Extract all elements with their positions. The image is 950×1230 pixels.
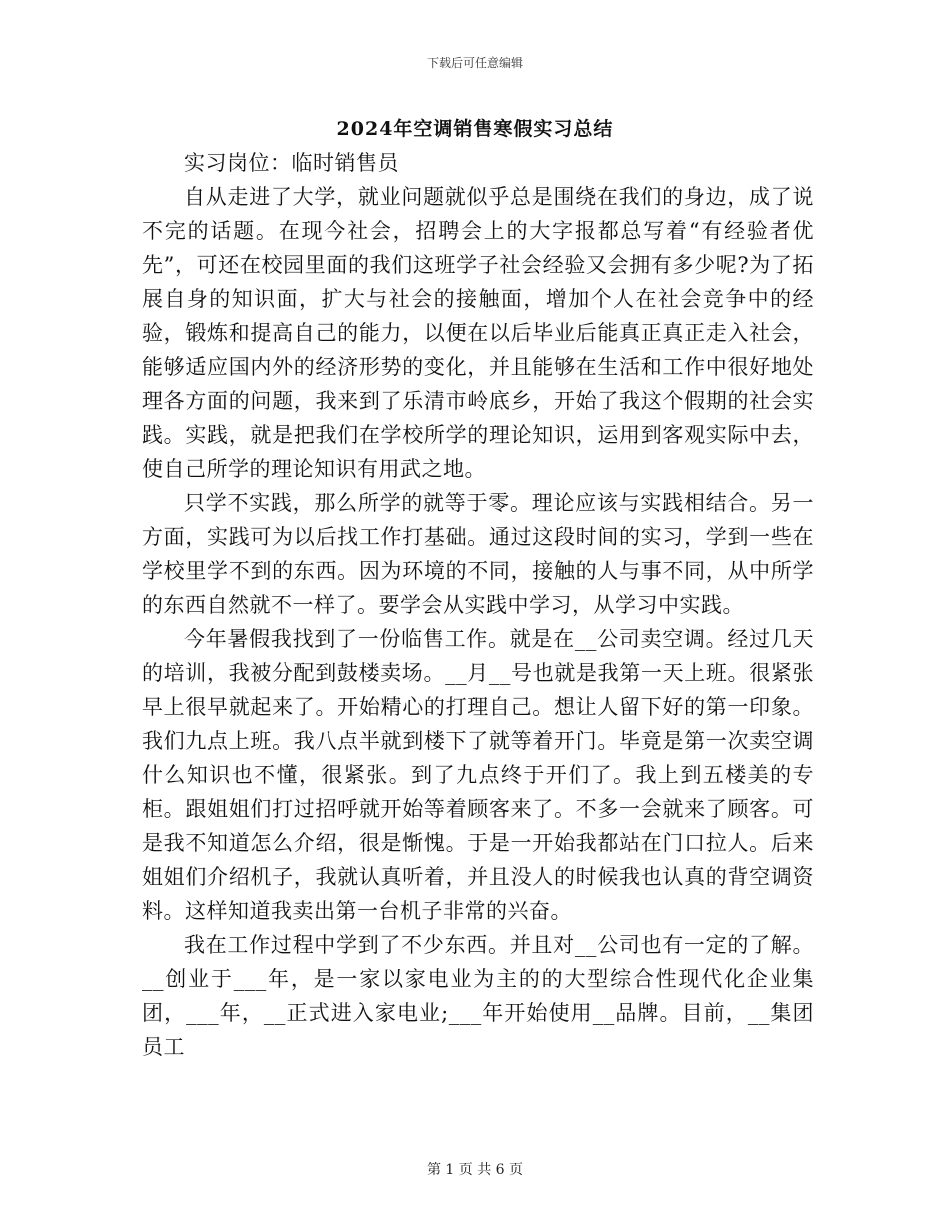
position-line: 实习岗位：临时销售员 xyxy=(184,151,399,175)
paragraph: 我在工作过程中学到了不少东西。并且对__公司也有一定的了解。__创业于___年，是一家以家电业为主的的大型综合性现代化企业集团，___年，__正式进入家电业;___年开始使用__品牌。目前，__集团员工 xyxy=(142,933,814,1059)
page-header-note: 下载后可任意编辑 xyxy=(426,56,523,70)
paragraph: 今年暑假我找到了一份临售工作。就是在__公司卖空调。经过几天的培训，我被分配到鼓楼卖场。__月__号也就是我第一天上班。很紧张早上很早就起来了。开始精心的打理自己。想让人留下好的第一印象。我们九点上班。我八点半就到楼下了就等着开门。毕竟是第一次卖空调什么知识也不懂，很紧张。到了九点终于开们了。我上到五楼美的专柜。跟姐姐们打过招呼就开始等着顾客来了。不多一会就来了顾客。可是我不知道怎么介绍，很是惭愧。于是一开始我都站在门口拉人。后来姐姐们介绍机子，我就认真听着，并且没人的时候我也认真的背空调资料。这样知道我卖出第一台机子非常的兴奋。 xyxy=(142,627,814,923)
document-title: 2024年空调销售寒假实习总结 xyxy=(336,118,614,140)
document-body xyxy=(142,146,814,1064)
page-number: 第 1 页 共 6 页 xyxy=(426,1162,524,1178)
paragraph: 自从走进了大学，就业问题就似乎总是围绕在我们的身边，成了说不完的话题。在现今社会，招聘会上的大字报都总写着“有经验者优先”，可还在校园里面的我们这班学子社会经验又会拥有多少呢?为了拓展自身的知识面，扩大与社会的接触面，增加个人在社会竞争中的经验，锻炼和提高自己的能力，以便在以后毕业后能真正真正走入社会，能够适应国内外的经济形势的变化，并且能够在生活和工作中很好地处理各方面的问题，我来到了乐清市岭底乡，开始了我这个假期的社会实践。实践，就是把我们在学校所学的理论知识，运用到客观实际中去，使自己所学的理论知识有用武之地。 xyxy=(142,185,814,481)
paragraph: 只学不实践，那么所学的就等于零。理论应该与实践相结合。另一方面，实践可为以后找工作打基础。通过这段时间的实习，学到一些在学校里学不到的东西。因为环境的不同，接触的人与事不同，从中所学的东西自然就不一样了。要学会从实践中学习，从学习中实践。 xyxy=(142,491,814,617)
